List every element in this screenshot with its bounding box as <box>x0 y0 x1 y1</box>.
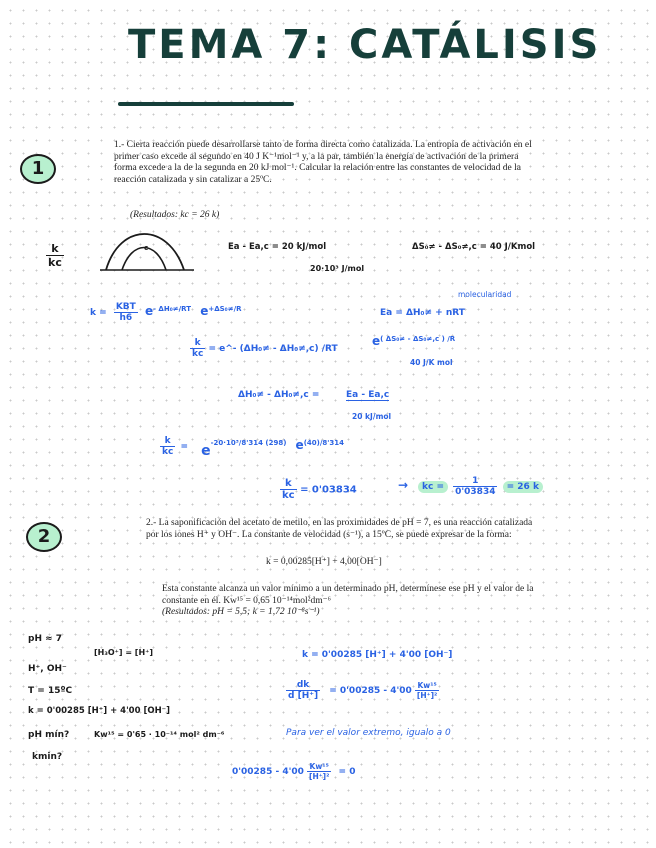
ratio-result: $\frac{k}{kc}$ = 0'03834 <box>282 478 357 501</box>
problem-2-statement: 2.- La saponificación del acetato de metilo, en las proximidades de pH = 7, es una reacción catalizada por los iones H⁺ y OH⁻. La constante de velocidad (s⁻¹), a 15ºC, se puede expresar de la forma: <box>146 518 533 540</box>
arrow: → <box>398 478 409 492</box>
ions-note: H⁺, OH⁻ <box>28 664 67 674</box>
ea-enthalpy-relation: Ea = ΔH₀≠ + nRT <box>380 308 465 318</box>
enthalpy-difference: ΔH₀≠ - ΔH₀≠,c = <box>238 390 320 400</box>
rate-constant-formula: k = 0,00285[H⁺] + 4,00[OH⁻] <box>266 557 382 567</box>
problem-2-statement-2: Esta constante alcanza un valor mínimo a un determinado pH, determínese ese pH y el valor de la constante en él. Kw¹⁵ = 0,65 10⁻¹⁴mol²dm⁻⁶ <box>162 584 534 606</box>
problem-1-statement: 1.- Cierta reacción puede desarrollarse tanto de forma directa como catalizada. La entropía de activación en el primer caso excede al segundo en 40 J K⁻¹mol⁻¹ y, a la par, también la energía de activación de la primera forma excede a la de la segunda en 20 kJ mol⁻¹. Calcular la relación entre las constantes de velocidad de la reacción catalizada y sin catalizar a 25ºC. <box>114 140 532 185</box>
page-title: TEMA 7: CATÁLISIS <box>128 22 602 68</box>
rate-equation-note: k = 0'00285 [H⁺] + 4'00 [OH⁻] <box>28 706 171 716</box>
temperature-note: T = 15ºC <box>28 686 73 696</box>
problem-2-result: (Resultados: pH = 5,5; k = 1,72 10⁻⁸s⁻¹) <box>162 607 320 617</box>
ea-difference-joules: 20·10³ J/mol <box>310 264 365 273</box>
molecularity-note: molecularidad <box>458 290 512 299</box>
kc-result: kc = $\frac{1}{0'03834}$ = 26 k <box>418 476 543 497</box>
problem-1-number: 1 <box>20 154 56 184</box>
zero-derivative-equation: 0'00285 - 4'00 $\frac{\text{Kw¹⁵}}{\text{[H⁺]²}}$ = 0 <box>232 762 356 781</box>
ph-note: pH ≈ 7 <box>28 634 63 644</box>
numeric-substitution: $\frac{k}{kc}$ = $e^{-20\cdot 10^3/8'314 (298)}$ $e^{(40)/8'314}$ <box>162 436 345 459</box>
extreme-value-note: Para ver el valor extremo, igualo a 0 <box>286 728 451 738</box>
enthalpy-difference-ea: Ea - Ea,c <box>346 390 390 400</box>
kw-note: Kw¹⁵ = 0'65 · 10⁻¹⁴ mol² dm⁻⁶ <box>94 730 225 739</box>
ratio-entropy-value: 40 J/K mol <box>410 358 453 367</box>
k-min-question: kmin? <box>32 752 63 762</box>
eyring-equation: k = $\frac{\text{KBT}}{h6}$ $e^{- \Delta H_0\ne/RT}$ $e^{+\Delta S_0\ne/R}$ <box>90 302 242 323</box>
problem-1-result: (Resultados: kc = 26 k) <box>130 210 220 220</box>
title-underline <box>118 102 294 106</box>
ph-min-question: pH mín? <box>28 730 70 740</box>
blue-rate-equation: k = 0'00285 [H⁺] + 4'00 [OH⁻] <box>302 650 453 660</box>
ratio-equation: $\frac{k}{kc}$ = e^- (ΔH₀≠ - ΔH₀≠,c) /RT <box>192 338 338 359</box>
ea-difference: Ea - Ea,c = 20 kJ/mol <box>228 242 327 252</box>
ratio-entropy-term: $e^{( \Delta S_0\ne - \Delta S_0\ne,c ) /R}$ <box>372 334 456 348</box>
h3o-note: [H₃O⁺] = [H⁺] <box>94 648 154 657</box>
entropy-difference: ΔS₀≠ - ΔS₀≠,c = 40 J/Kmol <box>412 242 536 252</box>
problem-2-number: 2 <box>26 522 62 552</box>
enthalpy-difference-value: 20 kJ/mol <box>352 412 392 421</box>
derivative-equation: $\frac{dk}{d [H^+]}$ = 0'00285 - 4'00 $\frac{\text{Kw¹⁵}}{\text{[H⁺]²}}$ <box>288 680 438 701</box>
catalyzed-curve-label: c <box>144 244 149 252</box>
ratio-label: $\frac{k}{kc}$ <box>48 242 62 269</box>
